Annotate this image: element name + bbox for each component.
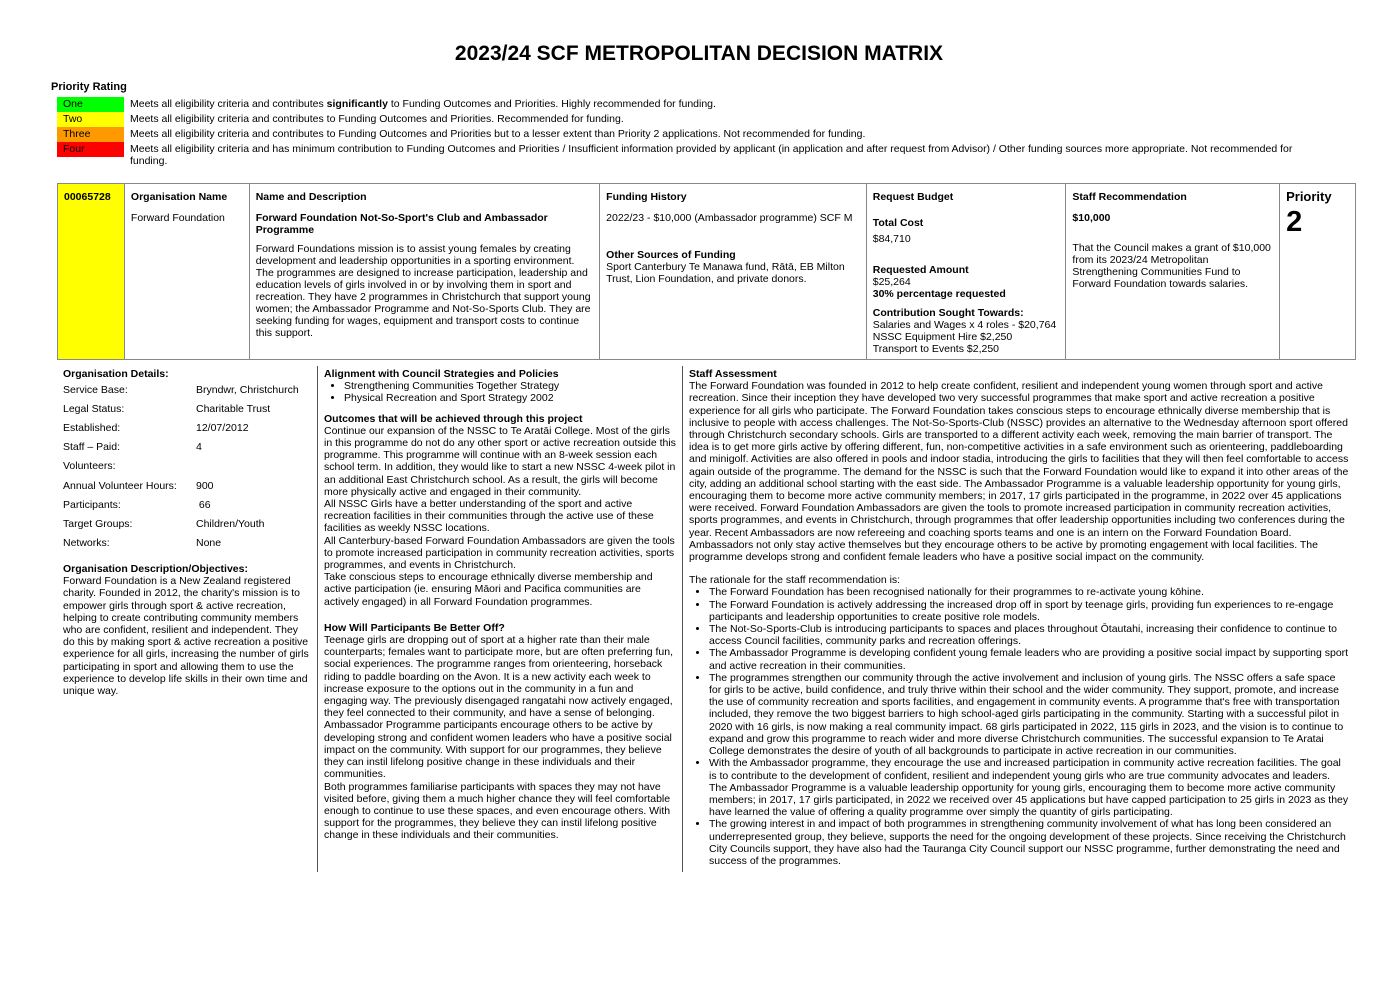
application-summary-table <box>57 183 1356 360</box>
legend-row-four <box>57 142 1317 167</box>
staff-assessment-header: Staff Assessment <box>689 368 777 380</box>
rationale-list <box>689 586 1350 867</box>
name-description-header: Name and Description <box>255 191 367 203</box>
org-detail-value: 900 <box>196 479 214 492</box>
total-cost: $84,710 <box>872 233 911 245</box>
org-detail-label: Participants: <box>63 498 121 511</box>
org-detail-row <box>63 534 311 553</box>
outcomes-paragraph: Continue our expansion of the NSSC to Te Aratāi College. Most of the girls in this programme do not do any other sport or active recreation outside this programme. This programme will continue with an 8-week session each school term. In addition, they would like to start a new NSSC 4-week pilot in an additional East Christchurch school. As a result, the girls will become more physically active and engaged in their community. <box>324 424 676 498</box>
org-detail-label: Service Base: <box>63 383 128 396</box>
org-details-header: Organisation Details: <box>63 368 169 380</box>
rationale-item: • With the Ambassador programme, they encourage the use and increased participation in community active recreation facilities. The goal is to contribute to the development of confident, resilient and independent young girls who are true community advocates and leaders. The Ambassador Programme is a valuable leadership opportunity for young girls, encouraging them to become more active community members; in 2017, 17 girls participated, in 2022 we received over 45 applications but have capped participation to 25 girls in 2023 as they have learned the value of offering a quality programme over simply the quantity of girls participating. <box>709 757 1350 818</box>
rationale-item: • The Not-So-Sports-Club is introducing participants to spaces and places throughout Ōtautahi, increasing their confidence to continue to access Council facilities, community parks and recreation offerings. <box>709 623 1350 647</box>
legend-swatch-one: One <box>57 97 124 112</box>
staff-recommendation-amount: $10,000 <box>1072 212 1111 224</box>
org-name-cell <box>125 184 250 359</box>
priority-rating-heading: Priority Rating <box>51 81 127 93</box>
other-sources: Sport Canterbury Te Manawa fund, Rātā, EB Milton Trust, Lion Foundation, and private donors. <box>606 261 845 285</box>
priority-cell <box>1280 184 1355 359</box>
org-detail-row <box>63 457 311 476</box>
legend-row-two <box>57 112 1317 127</box>
contribution-item: NSSC Equipment Hire $2,250 <box>872 331 1013 343</box>
request-budget-cell <box>867 184 1067 359</box>
org-detail-label: Staff – Paid: <box>63 441 121 454</box>
org-description: Forward Foundation is a New Zealand registered charity. Founded in 2012, the charity's mission is to empower girls through sport & active recreation, helping to create contributing community members who are confident, resilient and independent. They do this by making sport & active recreation a positive experience for all girls, increasing the number of girls participating in sport and allowing them to use the experience to develop life skills in their own time and unique way. <box>63 575 309 697</box>
legend-text-four: Meets all eligibility criteria and has minimum contribution to Funding Outcomes and Priorities / Insufficient information provided by applicant (in application and after request from Advisor) / Other funding sources more appropriate. Not recommended for funding. <box>130 143 1293 167</box>
project-title: Forward Foundation Not-So-Sport's Club and Ambassador Programme <box>255 212 548 236</box>
org-detail-label: Target Groups: <box>63 518 133 530</box>
org-name-header: Organisation Name <box>130 191 228 203</box>
contribution-header: Contribution Sought Towards: <box>872 307 1024 319</box>
request-budget-header: Request Budget <box>872 191 954 203</box>
org-detail-row <box>63 399 311 418</box>
funding-history-cell <box>600 184 867 359</box>
org-detail-row <box>63 438 311 457</box>
funding-history-header: Funding History <box>606 191 687 203</box>
details-section <box>57 366 1356 872</box>
total-cost-label: Total Cost <box>872 217 924 229</box>
legend-row-one <box>57 97 1317 112</box>
better-off-paragraph: Ambassador Programme participants encourage others to be active by developing strong and confident women leaders who have a positive social impact on the community. With support for our programmes, they believe they can instil lifelong positive change in these individuals and their communities. <box>324 719 672 781</box>
legend-text-three: Meets all eligibility criteria and contributes to Funding Outcomes and Priorities but to a lesser extent than Priority 2 applications. Not recommended for funding. <box>130 128 866 140</box>
application-id-cell <box>58 184 125 359</box>
org-detail-value: None <box>196 537 222 550</box>
alignment-list <box>324 380 676 404</box>
org-detail-value: 12/07/2012 <box>196 422 249 435</box>
rationale-item: • The Forward Foundation is actively addressing the increased drop off in sport by teenage girls, providing fun experiences to re-engage participants and leadership opportunities to create positive role models. <box>709 599 1350 623</box>
project-description: Forward Foundations mission is to assist young females by creating development and leadership opportunities in a sporting environment. The programmes are designed to increase participation, leadership and education levels of girls involved in or by involving them in sport and recreation. They have 2 programmes in Christchurch that support young women; the Ambassador Programme and Not-So-Sports Club. They are seeking funding for wages, equipment and transport costs to continue this support. <box>255 243 591 339</box>
name-description-cell <box>250 184 600 359</box>
org-detail-label: Established: <box>63 422 121 435</box>
better-off-header: How Will Participants Be Better Off? <box>324 621 505 634</box>
priority-header: Priority <box>1286 189 1332 204</box>
org-detail-label: Networks: <box>63 537 110 550</box>
org-detail-label: Volunteers: <box>63 460 116 473</box>
staff-assessment-text: The Forward Foundation was founded in 2012 to help create confident, resilient and independent young women through sport and active recreation. Since their inception they have developed two very successful programmes that make sport and active recreation a positive experience for all girls who participate. The Forward Foundation takes conscious steps to encourage ethnically diverse membership that is inclusive to people with access challenges. The Not-So-Sports-Club (NSSC) provides an alternative to the Wednesday afternoon sport offered through Christchurch secondary schools. Girls are transported to a different activity each week, removing the main barrier of transport. The idea is to get more girls active by offering different, fun, non-competitive activities in a safe environment such as orienteering, paddleboarding and minigolf. Activities are also offered in pools and indoor stadia, introducing the girls to facilities that they will then feel comfortable to access again outside of the programme. The demand for the NSSC is such that the Forward Foundation would like to expand it into other areas of the city, adding an additional school starting with the east side. The Ambassador Programme is a valuable leadership opportunity for young girls, encouraging them to become more active community members; in 2017, 17 girls participated in the programme, in 2022 over 45 applications were received. Forward Foundation Ambassadors are given the tools to promote increased participation in community recreation activities, sports programmes, and events in Christchurch, through programmes that offer leadership opportunities including two conferences during the year. Recent Ambassadors are now refereeing and coaching sports teams and one is an intern on the Forward Foundation Board. Ambassadors not only stay active themselves but they encourage others to be active by promoting engagement with local facilities. The programme develops strong and confident female leaders who have a positive social impact on the community. <box>689 380 1349 564</box>
legend-row-three <box>57 127 1317 142</box>
rationale-intro: The rationale for the staff recommendation is: <box>689 574 901 587</box>
org-detail-row <box>63 380 311 399</box>
better-off-paragraph: Teenage girls are dropping out of sport at a higher rate than their male counterparts; females want to participate more, but are often preferring fun, social experiences. The programme ranges from orienteering, horseback riding to paddle boarding on the Avon. It is a new activity each week to increase exposure to the options out in the community in a fun and engaging way. The previously disengaged rangatahi now actively engaged, they feel connected to their community, and have a sense of belonging. <box>324 634 674 720</box>
org-detail-label: Legal Status: <box>63 402 125 415</box>
org-detail-value: Bryndwr, Christchurch <box>196 383 299 396</box>
legend-text-one: Meets all eligibility criteria and contributes significantly to Funding Outcomes and Priorities. Highly recommended for funding. <box>130 98 716 110</box>
org-detail-row <box>63 476 311 495</box>
organisation-details-column <box>57 366 317 872</box>
rationale-item: • The Forward Foundation has been recognised nationally for their programmes to re-activate young kōhine. <box>709 586 1350 598</box>
org-description-header: Organisation Description/Objectives: <box>63 562 248 575</box>
legend-swatch-three: Three <box>57 127 124 142</box>
org-detail-value: Charitable Trust <box>196 402 271 415</box>
org-name: Forward Foundation <box>130 212 225 224</box>
org-detail-value: 4 <box>196 441 202 454</box>
staff-assessment-column <box>682 366 1356 872</box>
funding-history: 2022/23 - $10,000 (Ambassador programme) SCF M <box>606 212 853 224</box>
priority-legend <box>57 97 1317 167</box>
other-sources-header: Other Sources of Funding <box>606 249 736 261</box>
outcomes-paragraph: Take conscious steps to encourage ethnically diverse membership and active participation (ie. ensuring Māori and Pacifica communities are actively engaged) in all Forward Foundation programmes. <box>324 571 653 608</box>
outcomes-header: Outcomes that will be achieved through this project <box>324 412 583 425</box>
org-detail-value: Children/Youth <box>196 518 265 530</box>
staff-recommendation-cell <box>1066 184 1280 359</box>
staff-recommendation-text: That the Council makes a grant of $10,000 from its 2023/24 Metropolitan Strengthening Communities Fund to Forward Foundation towards salaries. <box>1072 242 1271 290</box>
org-detail-value: 66 <box>196 498 211 511</box>
contribution-item: Salaries and Wages x 4 roles - $20,764 <box>872 319 1057 331</box>
outcomes-paragraph: All Canterbury-based Forward Foundation Ambassadors are given the tools to promote increased participation in community recreation activities, sports programmes, and events in Christchurch. <box>324 534 675 572</box>
outcomes-paragraph: All NSSC Girls have a better understanding of the sport and active recreation facilities in their communities through the active use of these facilities as weekly NSSC locations. <box>324 498 654 535</box>
requested-amount-label: Requested Amount <box>872 264 969 276</box>
better-off-paragraph: Both programmes familiarise participants with spaces they may not have visited before, giving them a much higher chance they will feel comfortable enough to continue to use these spaces, and even encourage others. With support for the programmes, they believe they can instil lifelong positive change in these individuals and their communities. <box>324 780 671 842</box>
org-detail-row <box>63 495 311 514</box>
priority-value: 2 <box>1286 206 1303 238</box>
page-title: 2023/24 SCF METROPOLITAN DECISION MATRIX <box>454 42 944 65</box>
alignment-item: • Physical Recreation and Sport Strategy 2002 <box>344 392 676 404</box>
application-id: 00065728 <box>64 191 111 203</box>
org-detail-row <box>63 515 311 534</box>
rationale-item: • The programmes strengthen our community through the active involvement and inclusion of young girls. The NSSC offers a safe space for girls to be active, build confidence, and truly thrive within their school and the wider community. They support, promote, and increase the use of community recreation and sports facilities, and engagement in community events. A programme that's free with transportation included, they remove the two biggest barriers to high school-aged girls participating in the community. Starting with a successful pilot in 2020 with 16 girls, is now making a real community impact. 68 girls participated in 2022, 115 girls in 2023, and the vision is to continue to expand and grow this programme to reach wider and more diverse Christchurch communities. The successful expansion to Te Aratai College demonstrates the desire of youth of all backgrounds to participate in active recreation in our communities. <box>709 672 1350 757</box>
alignment-header: Alignment with Council Strategies and Policies <box>324 368 559 380</box>
requested-amount: $25,264 <box>872 276 911 288</box>
staff-recommendation-header: Staff Recommendation <box>1072 191 1187 203</box>
org-detail-label: Annual Volunteer Hours: <box>63 479 177 492</box>
legend-swatch-four: Four <box>57 142 124 157</box>
legend-swatch-two: Two <box>57 112 124 127</box>
org-detail-row <box>63 419 311 438</box>
legend-text-two: Meets all eligibility criteria and contributes to Funding Outcomes and Priorities. Recommended for funding. <box>130 113 624 125</box>
contribution-item: Transport to Events $2,250 <box>872 343 1000 355</box>
alignment-column <box>317 366 682 872</box>
alignment-item: • Strengthening Communities Together Strategy <box>344 380 676 392</box>
rationale-item: • The growing interest in and impact of both programmes in strengthening community involvement of what has long been considered an underrepresented group, they believe, supports the need for the ongoing development of these projects. Since receiving the Christchurch City Councils support, they have also had the Tauranga City Council support our NSSC programme, further demonstrating the need and success of the programmes. <box>709 818 1350 867</box>
rationale-item: • The Ambassador Programme is developing confident young female leaders who are providing a positive social impact by supporting sport and active recreation in their communities. <box>709 647 1350 671</box>
percentage-requested: 30% percentage requested <box>872 288 1006 300</box>
